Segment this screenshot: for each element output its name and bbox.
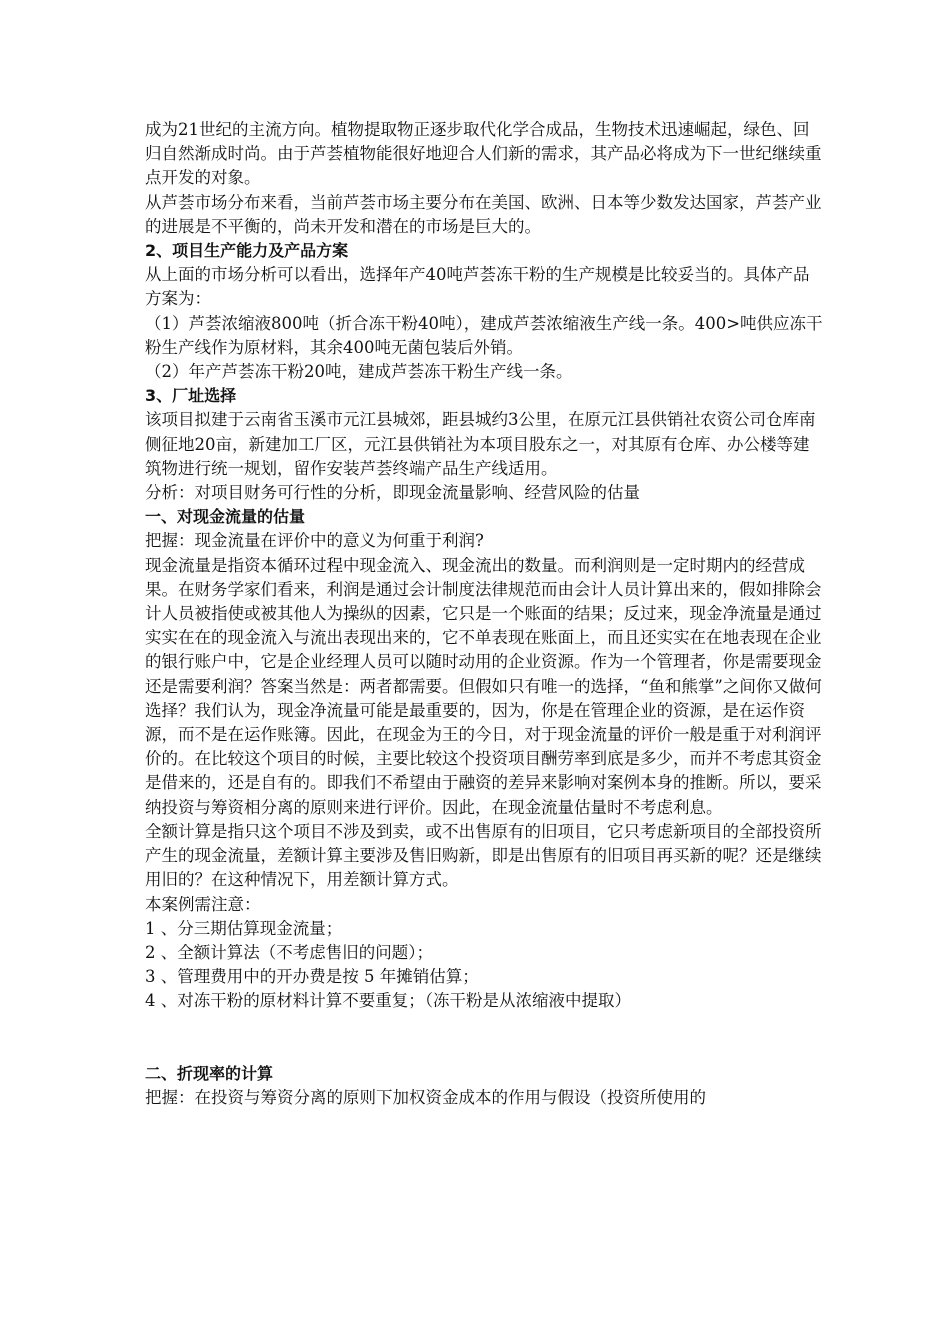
paragraph-production-scale: 从上面的市场分析可以看出，选择年产40吨芦荟冻干粉的生产规模是比较妥当的。具体产品方案为： [145, 265, 810, 309]
document-body [145, 118, 825, 1110]
paragraph-market-trend: 成为21世纪的主流方向。植物提取物正逐步取代化学合成品，生物技术迅速崛起，绿色、回归自然渐成时尚。由于芦荟植物能很好地迎合人们新的需求，其产品必将成为下一世纪继续重点开发的对象。 [145, 120, 822, 188]
paragraph-discount-rate-intro: 把握：在投资与筹资分离的原则下加权资金成本的作用与假设（投资所使用的 [145, 1087, 706, 1107]
list-item-note-3: 3 、管理费用中的开办费是按 5 年摊销估算； [145, 967, 479, 987]
heading-cash-flow-estimate: 一、对现金流量的估量 [145, 507, 306, 527]
paragraph-cash-flow-explanation: 现金流量是指资本循环过程中现金流入、现金流出的数量。而利润则是一定时期内的经营成果。在财务学家们看来，利润是通过会计制度法律规范而由会计人员计算出来的，假如排除会计人员被指使或被其他人为操纵的因素，它只是一个账面的结果；反过来，现金净流量是通过实实在在的现金流入与流出表现出来的，它不单表现在账面上，而且还实实在在地表现在企业的银行账户中，它是企业经理人员可以随时动用的企业资源。作为一个管理者，你是需要现金还是需要利润？答案当然是：两者都需要。但假如只有唯一的选择，“鱼和熊掌”之间你又做何选择？我们认为，现金净流量可能是最重要的，因为，你是在管理企业的资源，是在运作资源，而不是在运作账簿。因此，在现金为王的今日，对于现金流量的评价一般是重于对利润评价的。在比较这个项目的时候，主要比较这个投资项目酬劳率到底是多少，而并不考虑其资金是借来的，还是自有的。即我们不希望由于融资的差异来影响对案例本身的推断。所以，要采纳投资与筹资相分离的原则来进行评价。因此，在现金流量估量时不考虑利息。 [145, 555, 822, 817]
paragraph-product-plan-2: （2）年产芦荟冻干粉20吨，建成芦荟冻干粉生产线一条。 [145, 362, 573, 382]
paragraph-site-description: 该项目拟建于云南省玉溪市元江县城郊，距县城约3公里，在原元江县供销社农资公司仓库南侧征地20亩，新建加工厂区，元江县供销社为本项目股东之一，对其原有仓库、办公楼等建筑物进行统一规划，留作安装芦荟终端产品生产线适用。 [145, 410, 816, 478]
heading-production-capacity: 2、项目生产能力及产品方案 [145, 241, 349, 261]
paragraph-market-distribution: 从芦荟市场分布来看，当前芦荟市场主要分布在美国、欧洲、日本等少数发达国家，芦荟产业的进展是不平衡的，尚未开发和潜在的市场是巨大的。 [145, 192, 822, 236]
paragraph-case-notes-title: 本案例需注意： [145, 894, 261, 914]
paragraph-full-calculation: 全额计算是指只这个项目不涉及到卖，或不出售原有的旧项目，它只考虑新项目的全部投资所产生的现金流量，差额计算主要涉及售旧购新，即是出售原有的旧项目再买新的呢？还是继续用旧的？在这种情况下，用差额计算方式。 [145, 821, 822, 890]
paragraph-product-plan-1: （1）芦荟浓缩液800吨（折合冻干粉40吨），建成芦荟浓缩液生产线一条。400>吨供应冻干粉生产线作为原材料，其余400吨无菌包装后外销。 [145, 313, 823, 357]
blank-gap [145, 1014, 825, 1062]
paragraph-analysis-intro: 分析：对项目财务可行性的分析，即现金流量影响、经营风险的估量 [145, 483, 640, 503]
list-item-note-4: 4 、对冻干粉的原材料计算不要重复；（冻干粉是从浓缩液中提取） [145, 991, 631, 1011]
paragraph-cash-flow-question: 把握：现金流量在评价中的意义为何重于利润? [145, 531, 484, 551]
list-item-note-2: 2 、全额计算法（不考虑售旧的问题）； [145, 942, 433, 962]
heading-site-selection: 3、厂址选择 [145, 386, 237, 406]
list-item-note-1: 1 、分三期估算现金流量； [145, 918, 343, 938]
heading-discount-rate: 二、折现率的计算 [145, 1063, 274, 1083]
